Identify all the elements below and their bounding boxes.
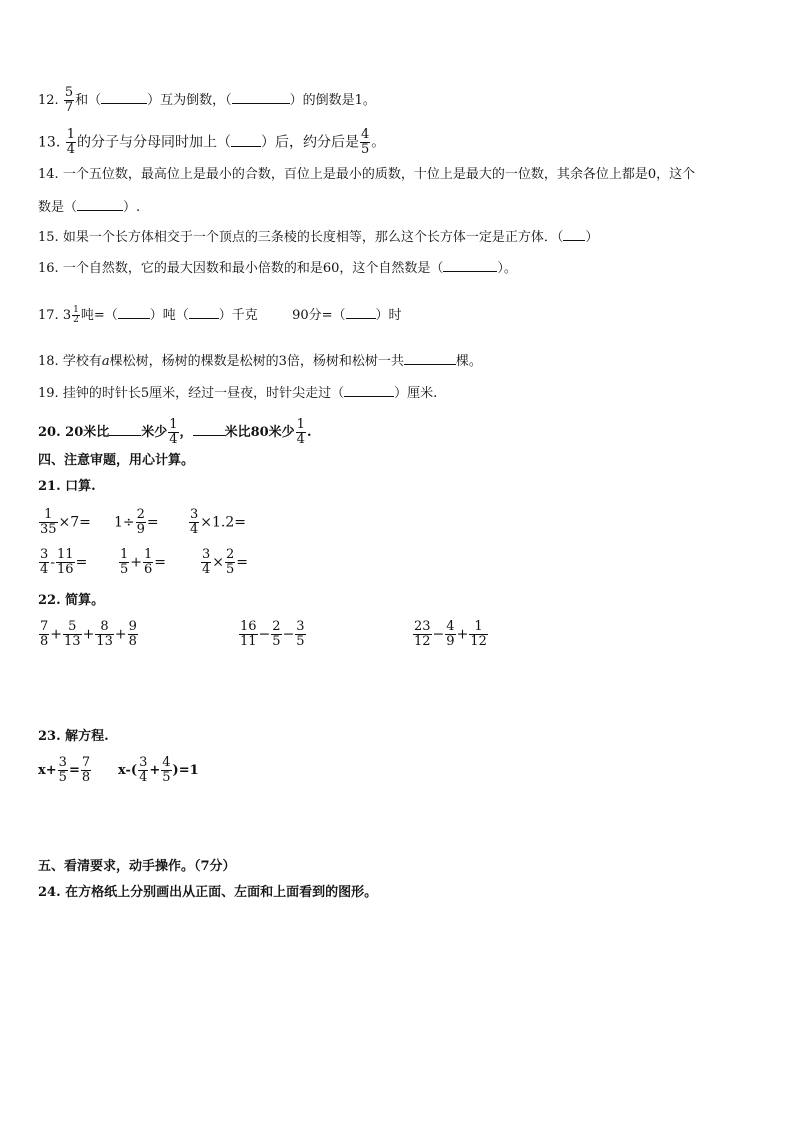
question-12: 12. $\frac{5}{7}$ 和（ ）互为倒数，（ ）的倒数是1。 (38, 85, 376, 115)
answer-blank[interactable] (231, 134, 261, 147)
answer-blank[interactable] (77, 198, 123, 211)
question-14-cont: 数是（ ）. (38, 200, 141, 215)
question-20: 20. 20米比 米少 $\frac{1}{4}$ ， 米比80米少 $\frac{1}{4}$ . (38, 417, 312, 447)
answer-blank[interactable] (101, 91, 147, 104)
calc-item: $\frac{1}{5}$ + $\frac{1}{6}$ = (120, 547, 167, 577)
simplify-expr-1: $\frac{7}{8}$ + $\frac{5}{13}$ + $\frac{8}{13}$ + $\frac{9}{8}$ (40, 619, 137, 649)
answer-blank[interactable] (563, 228, 585, 241)
calc-item: $\frac{3}{4}$ × $\frac{2}{5}$ = (202, 547, 249, 577)
question-23: 23. 解方程. (38, 729, 109, 744)
question-24: 24. 在方格纸上分别画出从正面、左面和上面看到的图形。 (38, 885, 378, 900)
calc-item: $\frac{1}{35}$ ×7= (40, 507, 91, 537)
simplify-expr-2: $\frac{16}{11}$ − $\frac{2}{5}$ − $\frac{3}{5}$ (240, 619, 305, 649)
q-number: 12. (38, 93, 59, 108)
equation-2: x-( $\frac{3}{4}$ + $\frac{4}{5}$ )=1 (118, 755, 199, 785)
fraction: $\frac{1}{4}$ (296, 417, 305, 447)
answer-blank[interactable] (443, 259, 497, 272)
question-19: 19. 挂钟的时针长5厘米，经过一昼夜，时针尖走过（ ）厘米. (38, 386, 438, 401)
section-4-heading: 四、注意审题，用心计算。 (38, 453, 195, 468)
equation-1: x+ $\frac{3}{5}$ = $\frac{7}{8}$ (38, 755, 91, 785)
question-13: 13. $\frac{1}{4}$ 的分子与分母同时加上（ ）后，约分后是 $\frac{4}{5}$ 。 (38, 127, 386, 157)
question-14: 14. 一个五位数，最高位上是最小的合数，百位上是最小的质数，十位上是最大的一位数，其余各位上都是0，这个 (38, 167, 696, 182)
calc-item: $\frac{3}{4}$ - $\frac{11}{16}$ = (40, 547, 88, 577)
section-5-heading: 五、看清要求，动手操作。（7分） (38, 859, 236, 874)
answer-blank[interactable] (109, 423, 141, 436)
question-21: 21. 口算. (38, 479, 96, 494)
question-15: 15. 如果一个长方体相交于一个顶点的三条棱的长度相等，那么这个长方体一定是正方体．（ ） (38, 230, 599, 245)
question-17: 17. 3 $\frac{1}{2}$ 吨=（ ）吨（ ）千克 90分=（ ）时 (38, 305, 402, 325)
fraction: $\frac{1}{4}$ (66, 127, 75, 157)
calc-item: 1÷ $\frac{2}{9}$ = (114, 507, 159, 537)
fraction: $\frac{1}{4}$ (169, 417, 178, 447)
answer-blank[interactable] (189, 306, 219, 319)
answer-blank[interactable] (118, 306, 150, 319)
calc-item: $\frac{3}{4}$ ×1.2= (190, 507, 247, 537)
question-16: 16. 一个自然数，它的最大因数和最小倍数的和是60，这个自然数是（ ）。 (38, 261, 517, 276)
answer-blank[interactable] (232, 91, 290, 104)
simplify-expr-3: $\frac{23}{12}$ − $\frac{4}{9}$ + $\frac{1}{12}$ (414, 619, 487, 649)
variable: a (101, 354, 110, 369)
fraction: $\frac{1}{2}$ (73, 305, 79, 325)
question-22: 22. 简算。 (38, 593, 105, 608)
fraction: $\frac{5}{7}$ (64, 85, 74, 115)
fraction: $\frac{4}{5}$ (361, 127, 370, 157)
answer-blank[interactable] (344, 384, 394, 397)
answer-blank[interactable] (346, 306, 376, 319)
answer-blank[interactable] (404, 352, 456, 365)
answer-blank[interactable] (193, 423, 225, 436)
question-18: 18. 学校有a棵松树，杨树的棵数是松树的3倍，杨树和松树一共 棵。 (38, 354, 482, 369)
